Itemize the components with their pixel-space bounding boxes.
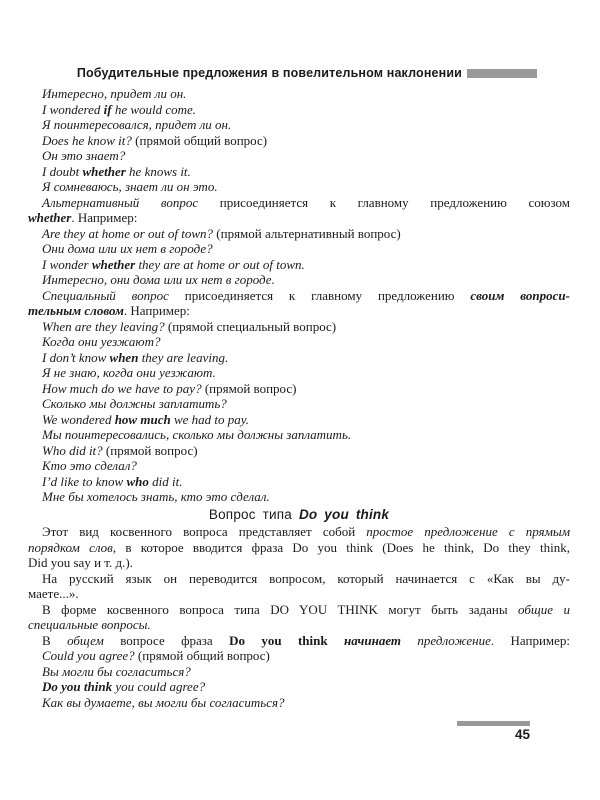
text-segment: Вопрос типа [208, 506, 299, 522]
text-segment: Are they at home or out of town? [42, 225, 214, 241]
text-line [28, 381, 570, 397]
text-line [28, 303, 570, 319]
text-segment: (прямой вопрос) [102, 442, 198, 458]
text-segment: (прямой альтернативный вопрос) [213, 225, 401, 241]
text-segment: when [109, 349, 139, 365]
text-segment: I wondered [42, 101, 104, 117]
text-segment: how much [114, 411, 171, 427]
text-segment: whether [28, 210, 72, 225]
text-line [28, 334, 570, 350]
text-segment: Этот вид косвенного вопроса представляет собой [42, 524, 367, 539]
text-segment: Я сомневаюсь, знает ли он это. [42, 179, 218, 194]
text-segment: специальные вопросы. [28, 617, 151, 632]
page-number: 45 [514, 727, 530, 742]
text-segment: простое предложение с прямым [366, 524, 570, 539]
text-line [28, 117, 570, 133]
text-segment: he would come. [111, 101, 197, 117]
text-segment: Когда они уезжают? [42, 334, 161, 349]
text-line [28, 350, 570, 366]
text-line [28, 474, 570, 490]
text-segment: присоединяется к главному предложению союзом [198, 194, 570, 210]
page-body-text [28, 86, 570, 710]
text-segment: did it. [148, 473, 183, 489]
text-segment: they are leaving. [138, 349, 229, 365]
text-segment: I doubt [42, 163, 83, 179]
text-segment: Вы могли бы согласиться? [42, 663, 191, 679]
text-segment: . Например: [123, 303, 190, 318]
text-line [28, 365, 570, 381]
text-line [28, 633, 570, 649]
text-line [28, 617, 570, 633]
text-segment: I don’t know [42, 349, 110, 365]
text-line [28, 571, 570, 587]
section-heading [28, 507, 570, 523]
text-segment: начинает [327, 632, 402, 648]
text-segment: Do you think [298, 506, 390, 522]
text-segment: вопросе фраза [103, 632, 230, 648]
text-line [28, 241, 570, 257]
text-segment: (прямой общий вопрос) [134, 648, 270, 663]
text-segment: he knows it. [125, 163, 191, 179]
text-segment: Он это знает? [42, 148, 126, 163]
text-segment: предложение [401, 632, 491, 648]
text-segment: В [42, 632, 68, 648]
text-segment: Мы поинтересовались, сколько мы должны заплатить. [42, 427, 352, 442]
text-segment: whether [91, 256, 136, 272]
text-segment: whether [82, 163, 126, 179]
text-segment: Do you think [42, 679, 113, 694]
text-segment: I wonder [42, 256, 92, 272]
text-segment: Специальный вопрос [42, 287, 169, 303]
text-segment: Кто это сделал? [42, 458, 137, 473]
text-segment: who [126, 473, 149, 489]
text-segment: How much do we have to pay? [42, 380, 202, 396]
text-segment: Сколько мы должны заплатить? [42, 396, 227, 411]
text-line [28, 489, 570, 505]
text-segment: На русский язык он переводится вопросом, который начинается с «Как вы ду- [42, 570, 570, 586]
text-segment: Интересно, придет ли он. [42, 86, 187, 101]
text-segment: , в которое вводится фраза Do you think (Does he think, Do they think, [112, 539, 571, 555]
text-line [28, 695, 570, 711]
text-line [28, 133, 570, 149]
text-line [28, 288, 570, 304]
text-segment: we had to pay. [170, 411, 250, 427]
text-segment: порядком слов [28, 539, 113, 555]
text-segment: Do you think [229, 632, 328, 648]
text-line [28, 148, 570, 164]
text-line [28, 179, 570, 195]
text-line [28, 319, 570, 335]
running-header-title: Побудительные предложения в повелительном наклонении [76, 66, 462, 80]
text-segment: they are at home or out of town. [135, 256, 305, 272]
text-segment: I’d like to know [42, 473, 127, 489]
text-segment: присоединяется к главному предложению [168, 287, 471, 303]
text-segment: Я поинтересовался, придет ли он. [42, 117, 232, 132]
text-line [28, 586, 570, 602]
text-line [28, 226, 570, 242]
text-segment: общем [67, 632, 104, 648]
text-segment: Альтернативный вопрос [42, 194, 199, 210]
text-line [28, 102, 570, 118]
text-segment: Could you agree? [42, 648, 135, 663]
text-segment: Как вы думаете, вы могли бы согласиться? [42, 694, 285, 710]
text-line [28, 86, 570, 102]
text-segment: Мне бы хотелось знать, кто это сделал. [42, 489, 270, 504]
text-segment: своим вопроси- [470, 287, 570, 303]
text-segment: Did you say и т. д.). [28, 555, 133, 570]
text-line [28, 540, 570, 556]
text-line [28, 602, 570, 618]
text-segment: (прямой вопрос) [201, 380, 297, 396]
text-line [28, 257, 570, 273]
text-segment: Я не знаю, когда они уезжают. [42, 365, 216, 380]
text-line [28, 195, 570, 211]
text-line [28, 458, 570, 474]
text-line [28, 427, 570, 443]
text-segment: маете...». [28, 586, 79, 601]
text-segment: (прямой общий вопрос) [131, 132, 268, 148]
text-segment: Интересно, они дома или их нет в городе. [42, 272, 275, 287]
text-line [28, 412, 570, 428]
running-header [0, 66, 537, 80]
text-line [28, 164, 570, 180]
text-line [28, 524, 570, 540]
text-segment: if [103, 101, 112, 117]
text-segment: общие и [518, 601, 570, 617]
text-segment: . Например: [71, 210, 138, 225]
text-line [28, 648, 570, 664]
text-line [28, 443, 570, 459]
footer-accent-bar [457, 721, 530, 726]
text-segment: Does he know it? [42, 132, 132, 148]
text-segment: тельным словом [28, 303, 124, 318]
text-line [28, 679, 570, 695]
text-segment: . Например: [490, 632, 571, 648]
text-segment: When are they leaving? [42, 318, 165, 334]
header-accent-bar [467, 69, 537, 78]
text-line [28, 272, 570, 288]
text-segment: В форме косвенного вопроса типа DO YOU THINK могут быть заданы [42, 601, 519, 617]
text-segment: you could agree? [112, 679, 206, 694]
text-segment: Они дома или их нет в городе? [42, 241, 213, 256]
text-line [28, 664, 570, 680]
text-line [28, 396, 570, 412]
text-segment: We wondered [42, 411, 115, 427]
text-segment: (прямой специальный вопрос) [164, 318, 337, 334]
text-line [28, 555, 570, 571]
text-segment: Who did it? [42, 442, 103, 458]
text-line [28, 210, 570, 226]
